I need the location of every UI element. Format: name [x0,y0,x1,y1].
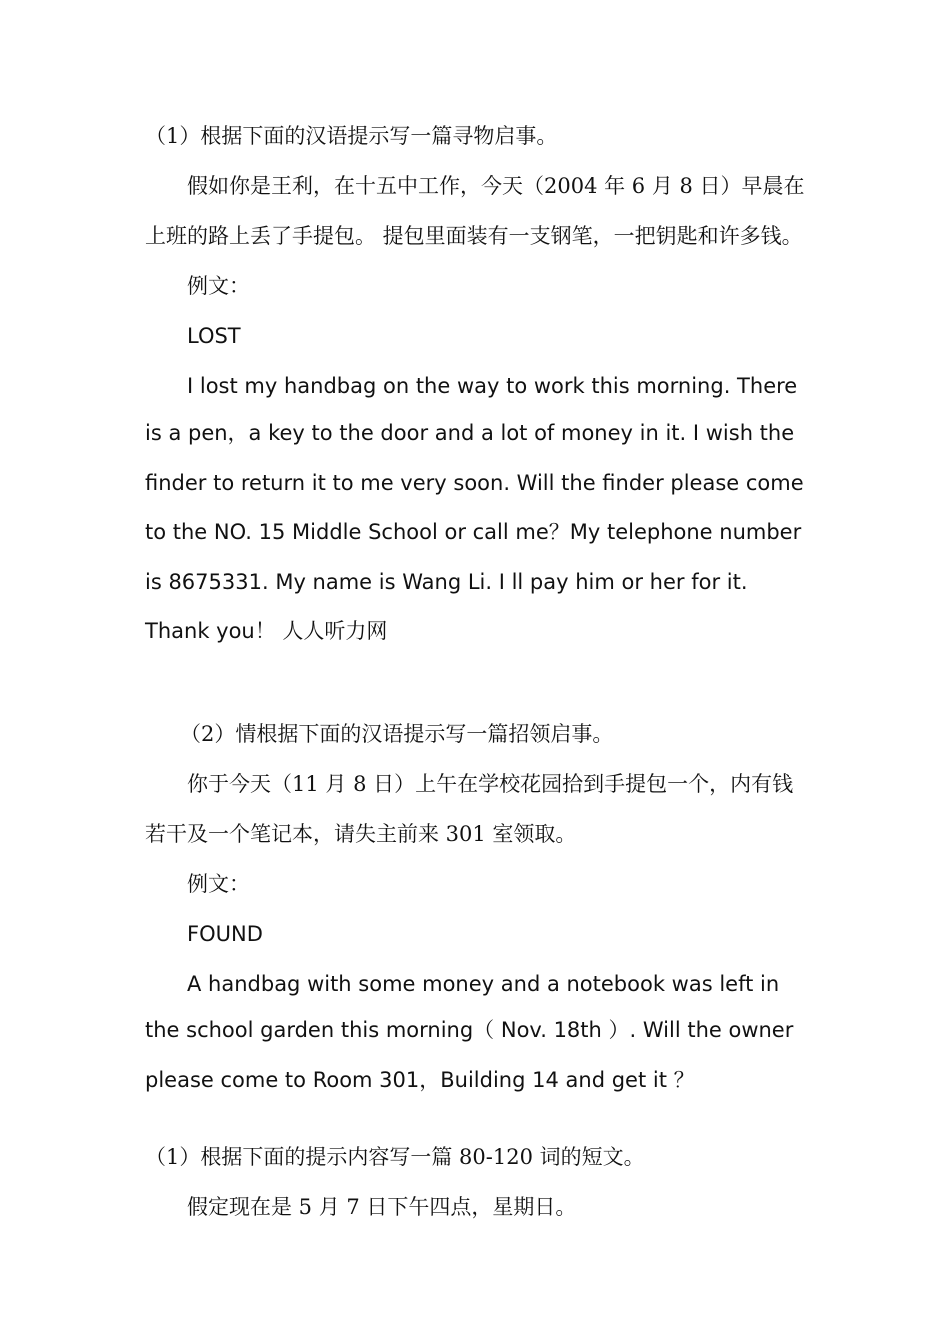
section1-body-line: to the NO. 15 Middle School or call me？My telephone number [145,520,802,544]
section1-title: LOST [187,324,241,348]
section1-heading: （1）根据下面的汉语提示写一篇寻物启事。 [145,124,558,148]
section2-prompt-line2: 若干及一个笔记本，请失主前来 301 室领取。 [145,822,577,846]
section1-body-line: is a pen，a key to the door and a lot of money in it. I wish the [145,421,795,445]
section2-heading: （2）情根据下面的汉语提示写一篇招领启事。 [180,722,614,746]
section2-example-label: 例文： [187,872,250,896]
section2-body-line: please come to Room 301，Building 14 and get it ？ [145,1068,695,1092]
section3-heading: （1）根据下面的提示内容写一篇 80-120 词的短文。 [145,1145,645,1169]
section2-prompt-line1: 你于今天（11 月 8 日）上午在学校花园拾到手提包一个，内有钱 [187,772,794,796]
section1-body-line: finder to return it to me very soon. Will the finder please come [145,471,804,495]
section1-body-line: is 8675331. My name is Wang Li. I ll pay him or her for it. [145,570,748,594]
section2-title: FOUND [187,922,263,946]
section2-body-line: the school garden this morning（ Nov. 18th ）. Will the owner [145,1018,794,1042]
section2-body-line: A handbag with some money and a notebook was left in [187,972,780,996]
section1-example-label: 例文： [187,274,250,298]
section1-body-line: Thank you！ 人人听力网 [145,619,388,643]
section1-prompt-line2: 上班的路上丢了手提包。 提包里面装有一支钢笔，一把钥匙和许多钱。 [145,224,803,248]
section1-prompt-line1: 假如你是王利，在十五中工作，今天（2004 年 6 月 8 日）早晨在 [187,174,805,198]
section1-body-line: I lost my handbag on the way to work this morning. There [187,374,798,398]
section3-prompt-line1: 假定现在是 5 月 7 日下午四点，星期日。 [187,1195,577,1219]
